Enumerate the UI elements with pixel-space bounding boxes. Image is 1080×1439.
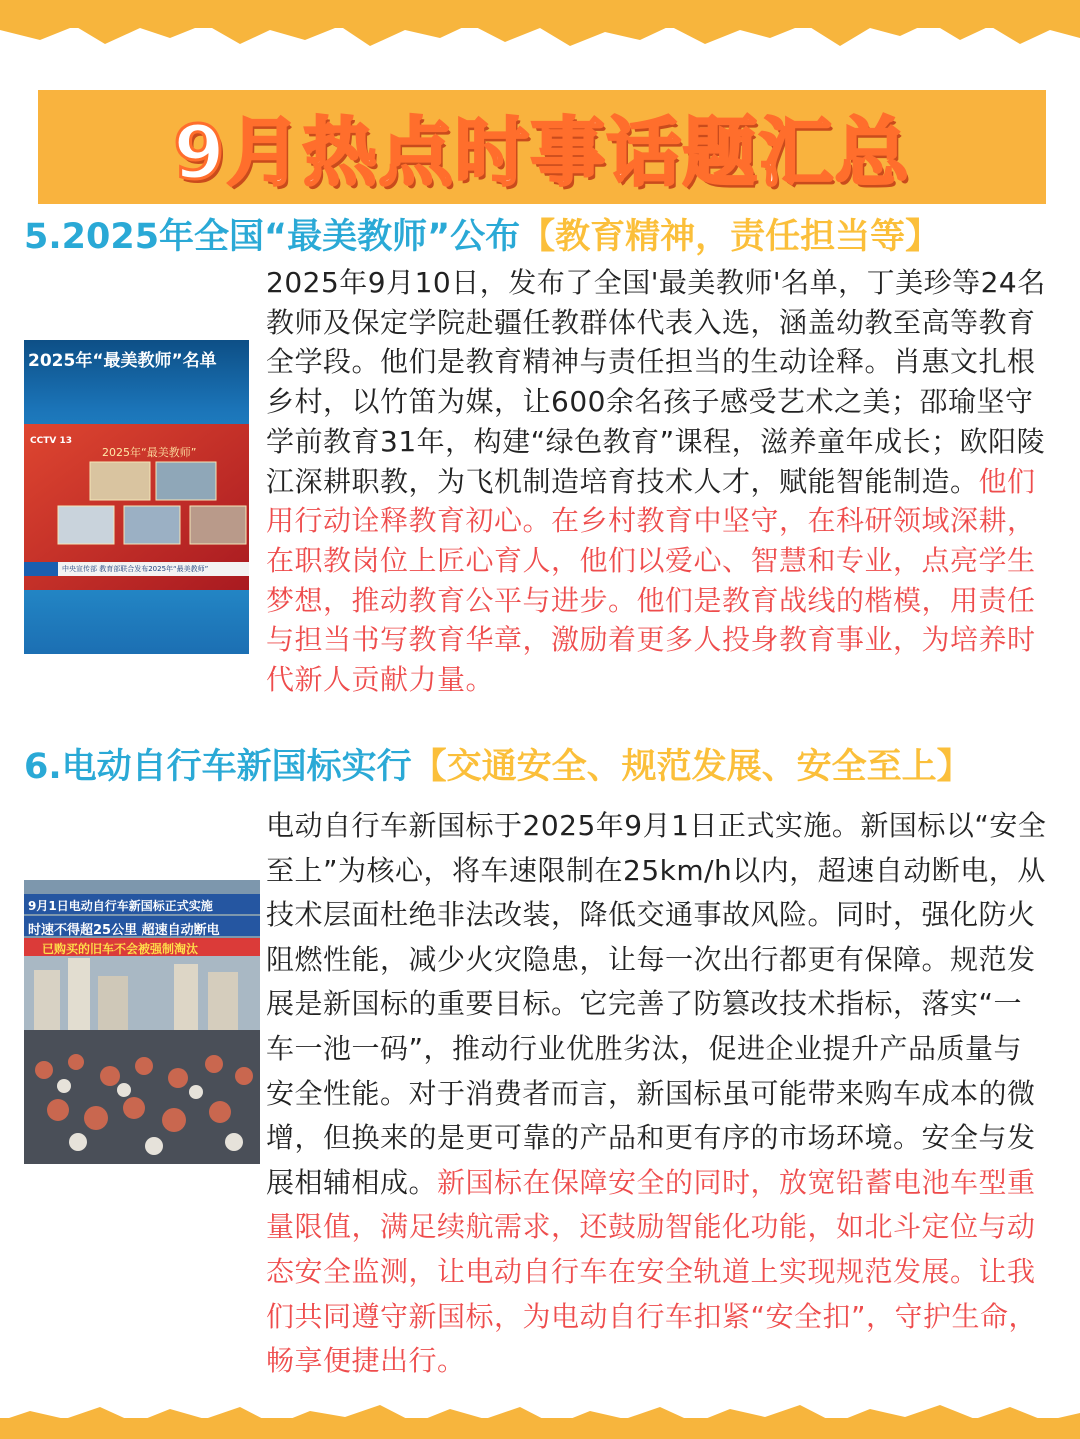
image-line1: 9月1日电动自行车新国标正式实施	[28, 899, 213, 913]
torn-edge-top	[0, 0, 1080, 60]
news-image-art	[24, 340, 249, 654]
section-heading-ebike	[24, 744, 1054, 790]
section-body-ebike	[266, 804, 1050, 1384]
section-tag: 【交通安全、规范发展、安全至上】	[411, 747, 972, 787]
section-tag: 【教育精神，责任担当等】	[520, 217, 941, 257]
image-screen-title: 2025年“最美教师”	[102, 446, 197, 459]
body-highlight: 他们用行动诠释教育初心。在乡村教育中坚守，在科研领域深耕，在职教岗位上匠心育人，他们以爱心、智慧和专业，点亮学生梦想，推动教育公平与进步。他们是教育战线的楷模，用责任与担当书写教育华章，激励着更多人投身教育事业，为培养时代新人贡献力量。	[266, 464, 1036, 697]
torn-edge-bottom	[0, 1399, 1080, 1439]
section-heading-text: 5.2025年全国“最美教师”公布	[24, 217, 521, 257]
page-title: 9月热点时事话题汇总	[173, 110, 911, 196]
body-text: 2025年9月10日，发布了全国'最美教师'名单，丁美珍等24名教师及保定学院赴疆任教群体代表入选，涵盖幼教至高等教育全学段。他们是教育精神与责任担当的生动诠释。肖惠文扎根乡村，以竹笛为媒，让600余名孩子感受艺术之美；邵瑜坚守学前教育31年，构建“绿色教育”课程，滋养童年成长；欧阳陵江深耕职教，为飞机制造培育技术人才，赋能智能制造。	[266, 266, 1046, 498]
section-heading-text: 6.电动自行车新国标实行	[24, 747, 412, 787]
image-line3: 已购买的旧车不会被强制淘汰	[42, 942, 199, 956]
news-image-teachers	[24, 340, 249, 654]
news-image-ebike	[24, 880, 260, 1164]
body-highlight: 新国标在保障安全的同时，放宽铅蓄电池车型重量限值，满足续航需求，还鼓励智能化功能，如北斗定位与动态安全监测，让电动自行车在安全轨道上实现规范发展。让我们共同遵守新国标，为电动自行车扣紧“安全扣”，守护生命，畅享便捷出行。	[266, 1165, 1038, 1378]
image-banner-text: 2025年“最美教师”名单	[28, 351, 217, 371]
section-body-teachers	[266, 263, 1050, 700]
cctv-logo: CCTV 13	[30, 436, 72, 446]
image-caption: 中央宣传部 教育部联合发布2025年“最美教师”	[62, 565, 209, 573]
section-heading-teachers	[24, 214, 1054, 260]
title-banner	[38, 90, 1046, 204]
image-line2: 时速不得超25公里 超速自动断电	[28, 923, 220, 938]
body-text: 电动自行车新国标于2025年9月1日正式实施。新国标以“安全至上”为核心，将车速限制在25km/h以内，超速自动断电，从技术层面杜绝非法改装，降低交通事故风险。同时，强化防火阻燃性能，减少火灾隐患，让每一次出行都更有保障。规范发展是新国标的重要目标。它完善了防篡改技术指标，落实“一车一池一码”，推动行业优胜劣汰，促进企业提升产品质量与安全性能。对于消费者而言，新国标虽可能带来购车成本的微增，但换来的是更可靠的产品和更有序的市场环境。安全与发展相辅相成。	[266, 809, 1047, 1199]
